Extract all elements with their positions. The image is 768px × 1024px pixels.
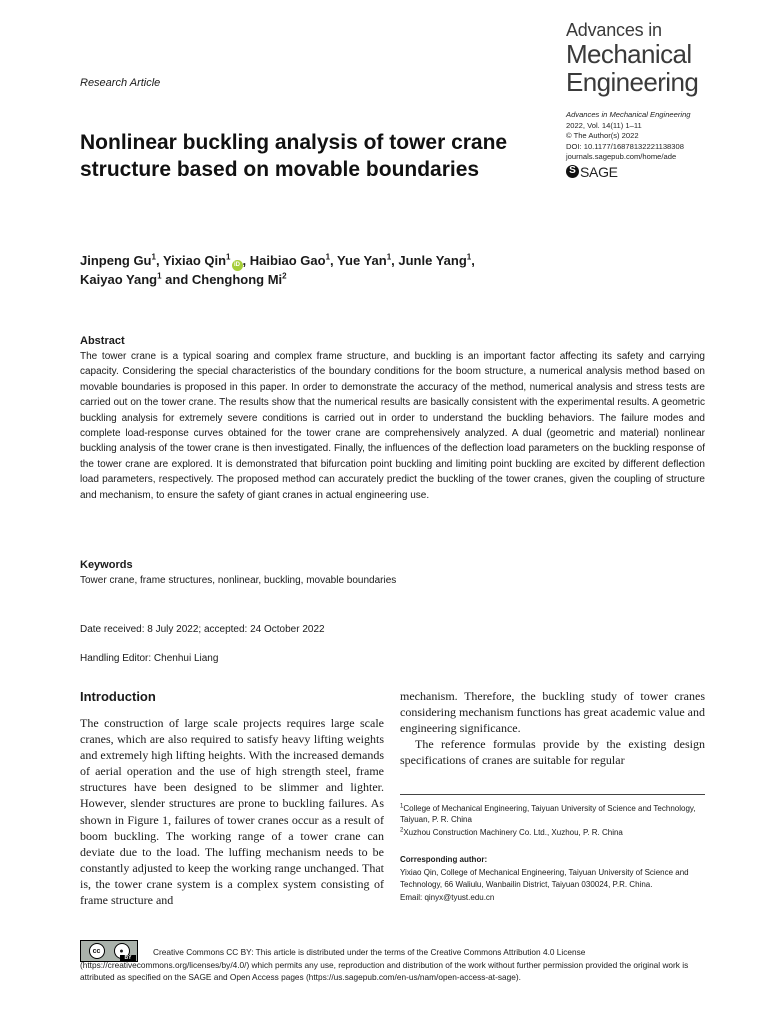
orcid-icon[interactable]: iD (232, 260, 243, 271)
sage-logo (566, 165, 691, 179)
paragraph: The reference formulas provide by the existing design specifications of cranes are suitable for regular (400, 737, 705, 768)
author-name: Haibiao Gao (249, 253, 326, 268)
corresponding-author-address: Yixiao Qin, College of Mechanical Engineering, Taiyuan University of Science and Technology, 66 Waliulu, Wanbailin District, Taiyuan 030024, P.R. China. (400, 868, 689, 890)
journal-line-3: Engineering (566, 67, 699, 97)
keywords-heading: Keywords (80, 559, 133, 571)
author-name: Yixiao Qin (162, 253, 227, 268)
person-icon: ● (114, 943, 130, 959)
author-name: Yue Yan (337, 253, 387, 268)
journal-logo (566, 20, 698, 96)
introduction-left-column: The construction of large scale projects requires large scale cranes, which are also required to satisfy heavy lifting weights and extremely high lifting heights. With the increased demands of aerial operation and the use of high strength steel, frame structures have been designed to be slimmer and lighter. However, slender structures are prone to buckling failures. As shown in Figure 1, failures of tower cranes occur as a result of boom buckling. The working range of a tower crane can deviate due to the load. The luffing mechanism needs to be constantly adjusted to keep the working range unchanged. That is, the tower crane system is a complex system consisting of frame structure and (80, 716, 384, 908)
affiliation-2: $^2$Xuzhou Construction Machinery Co. Ltd., Xuzhou, P. R. China (400, 827, 623, 837)
meta-url[interactable]: journals.sagepub.com/home/ade (566, 152, 677, 161)
license-text: Creative Commons CC BY: This article is distributed under the terms of the Creative Commons Attribution 4.0 License (https://creativecommons.org/licenses/by/4.0/) which permits any use, reproduction and distribution of the work without further permission provided the original work is attributed as specified on the SAGE and Open Access pages (https://us.sagepub.com/en-us/nam/open-access-at-sage). (80, 947, 689, 982)
sage-wordmark: SAGE (580, 163, 618, 180)
meta-volume: 2022, Vol. 14(11) 1–11 (566, 120, 642, 130)
corresponding-author (400, 867, 705, 904)
paragraph: mechanism. Therefore, the buckling study of tower cranes considering mechanism functions has great academic value and engineering significance. (400, 689, 705, 736)
affiliation-1: $^1$College of Mechanical Engineering, Taiyuan University of Science and Technology, Taiyuan, P. R. China (400, 803, 696, 824)
date-received: Date received: 8 July 2022; accepted: 24 October 2022 (80, 624, 325, 635)
footnote-divider (400, 794, 705, 795)
corresponding-author-email[interactable]: Email: qinyx@tyust.edu.cn (400, 892, 495, 902)
meta-doi[interactable]: DOI: 10.1177/16878132221138308 (566, 141, 684, 151)
meta-copyright: © The Author(s) 2022 (566, 131, 639, 140)
abstract-heading: Abstract (80, 335, 125, 347)
introduction-heading: Introduction (80, 689, 156, 704)
author-name: Chenghong Mi (191, 272, 283, 287)
author-name: Junle Yang (398, 253, 467, 268)
article-title: Nonlinear buckling analysis of tower crane structure based on movable boundaries (80, 131, 508, 181)
meta-journal: Advances in Mechanical Engineering (566, 110, 691, 119)
article-type: Research Article (80, 77, 161, 89)
journal-line-1: Advances in (566, 20, 662, 40)
author-list: Jinpeng Gu$^1$, Yixiao Qin$^1$iD , Haibiao Gao$^1$, Yue Yan$^1$, Junle Yang$^1$, Kaiyao Yang$^1$ and Chenghong Mi$^2$ (80, 252, 475, 287)
introduction-right-column (400, 688, 705, 768)
journal-line-2: Mechanical (566, 39, 692, 69)
corresponding-author-heading: Corresponding author: (400, 855, 488, 864)
by-label: BY (120, 955, 136, 961)
sage-logo-icon: S (566, 165, 579, 178)
abstract-text: The tower crane is a typical soaring and complex frame structure, and buckling is an important factor affecting its safety and carrying capacity. Considering the special characteristics of the boundary conditions for the boom structure, a numerical analysis method based on movable boundaries is proposed in this paper. In order to demonstrate the accuracy of the method, numerical analysis and stress tests are carried out on the tower crane. The results show that the numerical results are basically consistent with the experimental results. A geometric buckling analysis for extremely severe conditions is carried out in order to understand the buckling behaviors. The failure modes and complete load-response curves obtained for the tower crane are comprehensively analyzed. A dual (geometric and material) nonlinear buckling analysis of the tower crane is then investigated. Finally, the influences of the deflection load parameters on the buckling response of the tower crane are explored. It is demonstrated that bifurcation point buckling and limiting point buckling are excited by different deflection load parameters, respectively. The proposed method can accurately predict the buckling of the tower cranes, given the coupling of structure and mechanism, to ensure the safety of giant cranes in actual engineering use. (80, 351, 705, 501)
cc-icon: cc (89, 943, 105, 959)
handling-editor: Handling Editor: Chenhui Liang (80, 653, 219, 664)
publication-meta (566, 110, 691, 179)
author-name: Kaiyao Yang (80, 272, 158, 287)
keywords-text: Tower crane, frame structures, nonlinear, buckling, movable boundaries (80, 575, 397, 586)
author-name: Jinpeng Gu (80, 253, 152, 268)
